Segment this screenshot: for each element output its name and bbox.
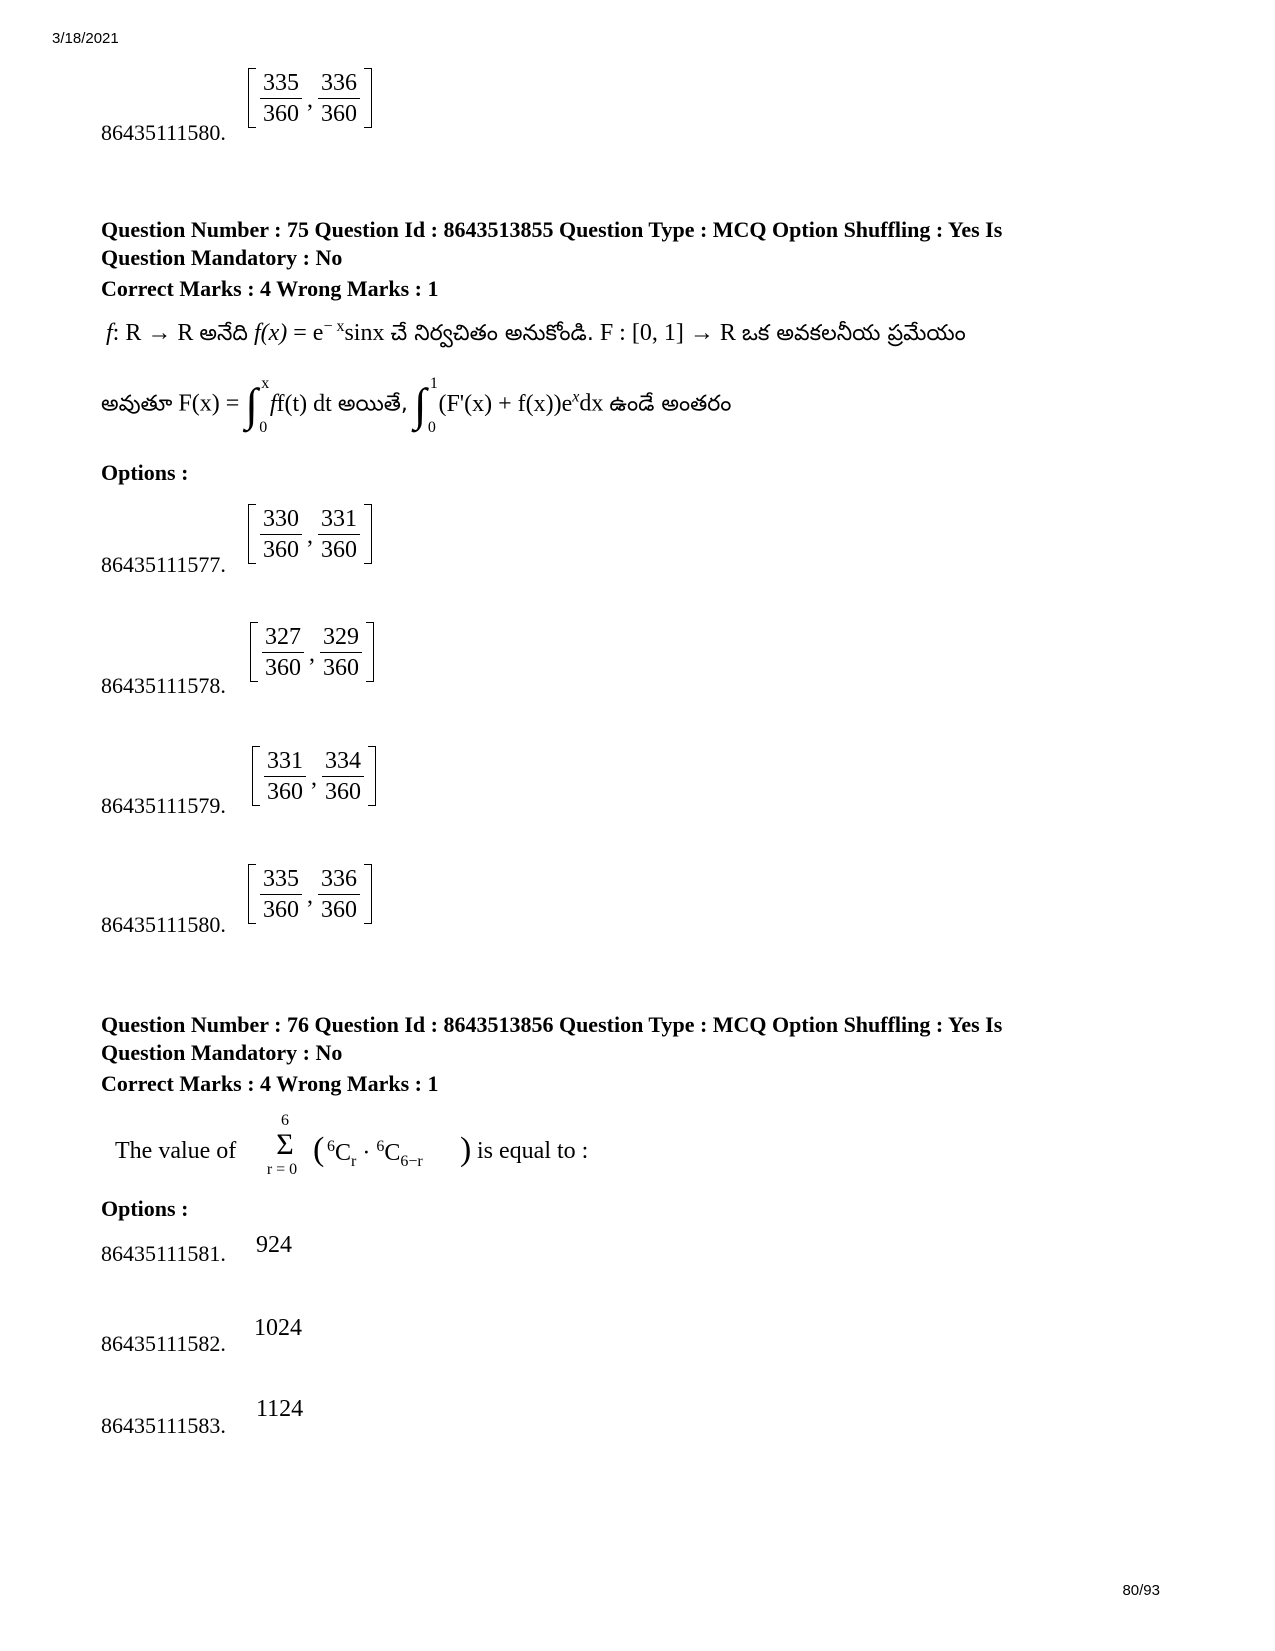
option-id: 86435111577.: [101, 552, 226, 577]
option-interval: $\frac{330}{360}$ , $\frac{331}{360}$: [248, 504, 372, 564]
option-id: 86435111580.: [101, 120, 226, 145]
option-id: 86435111580.: [101, 912, 226, 937]
option-interval: $\frac{327}{360}$ , $\frac{329}{360}$: [250, 622, 374, 682]
question-76-marks: Correct Marks : 4 Wrong Marks : 1: [101, 1071, 439, 1096]
question-76-meta: Question Number : 76 Question Id : 8643513856 Question Type : MCQ Option Shuffling : Yes Is Question Mandatory : No: [101, 1012, 1003, 1065]
binomial-product: $^6C_r \cdot ^6C_{6-r}$: [327, 1138, 423, 1170]
options-label: Options :: [101, 460, 189, 485]
option-id: 86435111579.: [101, 793, 226, 818]
option-value: 924: [256, 1232, 292, 1258]
question-75-text-line1: f: R → R అనేది $f(x) = e^{- x}\sin x$ చే నిర్వచితం అనుకోండి. F : [0, 1] → R ఒక అవకలనీయ ప్రమేయం: [106, 318, 966, 346]
integral-sign: ∫ 1 0: [413, 375, 438, 436]
print-date: 3/18/2021: [52, 30, 119, 47]
summation: 6 Σ r = 0: [266, 1112, 298, 1178]
integral-sign: ∫ x 0: [245, 375, 270, 436]
question-75-marks: Correct Marks : 4 Wrong Marks : 1: [101, 276, 439, 301]
right-bracket: [364, 68, 372, 128]
left-bracket: [248, 68, 256, 128]
option-interval: $\frac{331}{360}$ , $\frac{334}{360}$: [252, 746, 376, 806]
option-id: 86435111583.: [101, 1413, 226, 1438]
fraction: $\frac{335}{360}$: [256, 69, 306, 128]
option-id: 86435111581.: [101, 1241, 226, 1266]
options-label: Options :: [101, 1196, 189, 1221]
page-number: 80/93: [1122, 1582, 1160, 1599]
option-interval: $\frac{335}{360}$ , $\frac{336}{360}$: [248, 68, 372, 128]
option-id: 86435111582.: [101, 1331, 226, 1356]
fraction: $\frac{336}{360}$: [314, 69, 364, 128]
question-75-meta: Question Number : 75 Question Id : 8643513855 Question Type : MCQ Option Shuffling : Yes Is Question Mandatory : No: [101, 217, 1003, 270]
option-value: 1024: [254, 1315, 302, 1341]
option-interval: $\frac{335}{360}$ , $\frac{336}{360}$: [248, 864, 372, 924]
option-value: 1124: [256, 1396, 304, 1422]
question-75-text-line2: అవుతూ F(x) = ∫ x 0 ff(t) dt అయితే, ∫ 1 0 $(F'(x) + f(x))e^xdx$ ఉండే అంతరం: [101, 375, 732, 436]
option-id: 86435111578.: [101, 673, 226, 698]
